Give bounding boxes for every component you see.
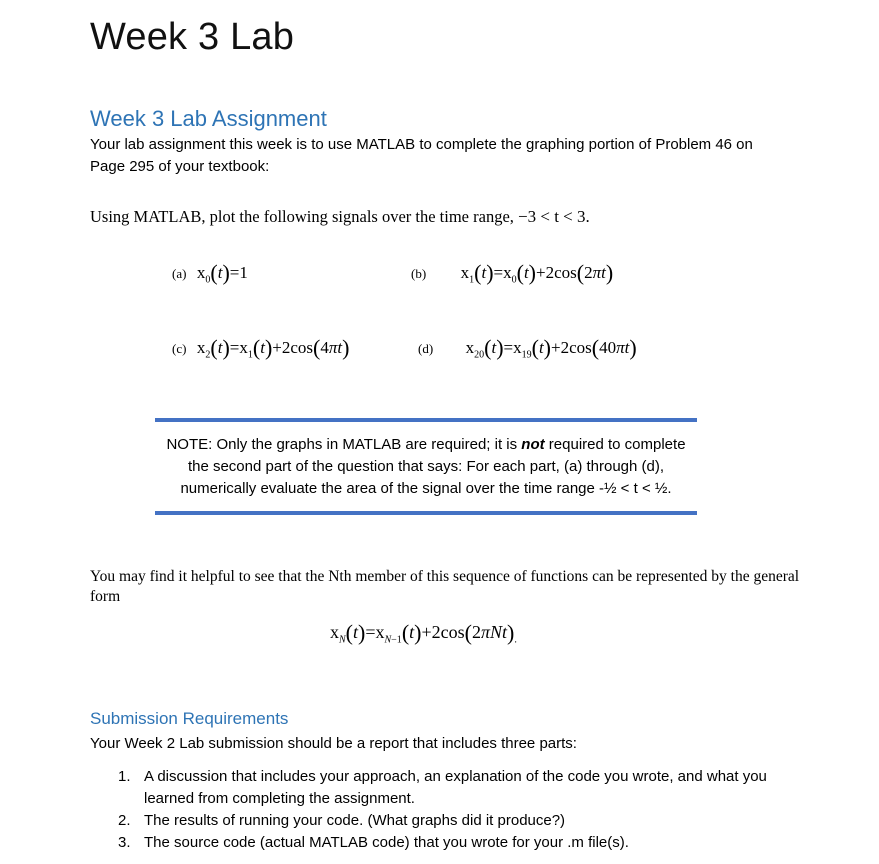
note-text-after: required to complete the second part of the question that says: For each part, (a) through (d), numerically evaluate the area of the signal over the time range -½ < t < ½.	[180, 436, 686, 497]
nth-member-paragraph: You may find it helpful to see that the Nth member of this sequence of functions can be represented by the general form	[90, 568, 800, 605]
note-top-rule	[155, 418, 697, 422]
list-item	[118, 766, 798, 810]
formula-b: $x_1(t)=x_0(t)+2\cos(2\pi t)$	[460, 260, 614, 286]
equation-b	[411, 262, 613, 285]
list-text: A discussion that includes your approach, an explanation of the code you wrote, and what you learned from completing the assignment.	[144, 768, 767, 807]
equation-d	[418, 337, 637, 360]
label-b: (b)	[411, 266, 427, 281]
submission-heading: Submission Requirements	[90, 709, 289, 728]
label-d: (d)	[418, 341, 434, 356]
note-bottom-rule	[155, 511, 697, 515]
note-text-before: NOTE: Only the graphs in MATLAB are required; it is	[166, 436, 522, 453]
section-heading: Week 3 Lab Assignment	[90, 106, 327, 131]
note-box	[155, 434, 697, 500]
requirements-list	[118, 766, 798, 854]
formula-d: $x_{20}(t)=x_{19}(t)+2\cos(40\pi t)$	[465, 335, 637, 361]
list-number: 2.	[118, 812, 131, 829]
label-c: (c)	[172, 341, 187, 356]
equation-c	[172, 337, 349, 360]
label-a: (a)	[172, 266, 187, 281]
note-emphasis: not	[521, 436, 545, 453]
formula-a: $x_0(t)=1$	[196, 260, 248, 286]
list-text: The source code (actual MATLAB code) that you wrote for your .m file(s).	[144, 834, 629, 851]
formula-c: $x_2(t)=x_1(t)+2\cos(4\pi t)$	[196, 335, 350, 361]
using-matlab-sentence	[90, 207, 590, 227]
time-range: −3 < t < 3.	[518, 207, 590, 226]
general-form-equation: $x_N(t)=x_{N-1}(t)+2\cos(2\pi Nt)_.$	[330, 620, 517, 646]
list-item	[118, 810, 798, 832]
equation-a	[172, 262, 248, 285]
list-number: 1.	[118, 768, 131, 785]
intro-paragraph: Your lab assignment this week is to use MATLAB to complete the graphing portion of Problem 46 on Page 295 of your textbook:	[90, 136, 753, 175]
list-item	[118, 832, 798, 854]
list-number: 3.	[118, 834, 131, 851]
list-text: The results of running your code. (What graphs did it produce?)	[144, 812, 566, 829]
using-text: Using MATLAB, plot the following signals over the time range,	[90, 207, 514, 226]
page-title: Week 3 Lab	[90, 16, 295, 58]
submission-intro: Your Week 2 Lab submission should be a report that includes three parts:	[90, 735, 577, 752]
